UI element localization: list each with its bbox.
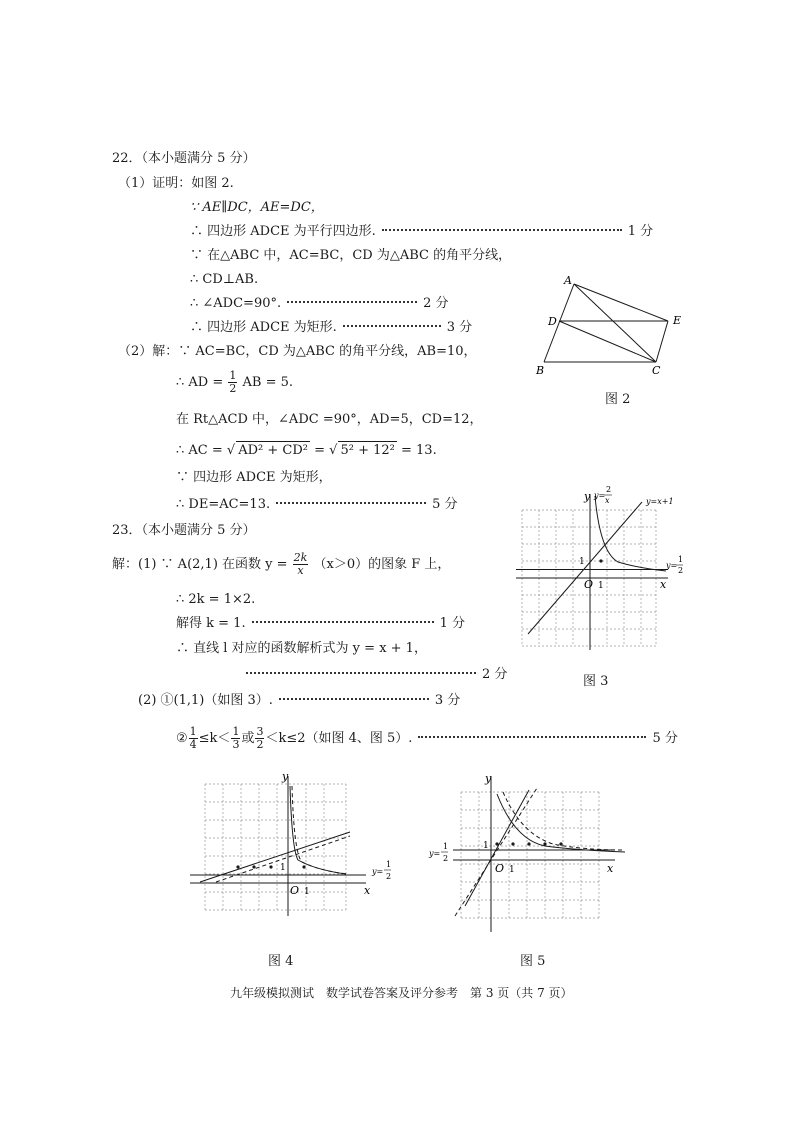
y-tick-1: 1 [483, 841, 489, 851]
q22-step11 [176, 496, 458, 514]
q23-step4-score-line [176, 666, 507, 684]
page-footer: 九年级模拟测试 数学试卷答案及评分参考 第 3 页（共 7 页） [230, 986, 573, 1000]
line-label: y=x+1 [646, 497, 674, 506]
dot-leader [246, 672, 476, 674]
figure-4-caption: 图 4 [268, 954, 294, 969]
frac-den: 4 [189, 738, 197, 751]
q22-part1-label: （1）证明：如图 2. [118, 176, 234, 191]
h-label-pre: y= [372, 867, 384, 876]
segment-AC [574, 284, 656, 362]
h-label-num: 1 [443, 842, 449, 851]
curve-solid [290, 786, 346, 874]
q22-step7 [176, 370, 293, 396]
dot-leader [252, 621, 434, 623]
q23-step6-mid2: 或 [241, 731, 255, 746]
frac-num: 1 [229, 369, 237, 382]
q22-step9-pre: ∴ AC = [176, 443, 223, 458]
q23-step4: ∴ 直线 l 对应的函数解析式为 y = x + 1， [176, 641, 427, 656]
q22-step5-text: ∴ ∠ADC=90°. [190, 296, 282, 311]
q23-step2: ∴ 2k = 1×2. [176, 592, 256, 607]
frac-num: 1 [189, 725, 197, 738]
q22-step8: 在 Rt△ACD 中，∠ADC =90°，AD=5，CD=12， [176, 412, 483, 427]
y-axis-label: y [485, 772, 492, 785]
q22-step3: ∵ 在△ABC 中，AC=BC，CD 为△ABC 的角平分线， [190, 248, 512, 263]
dot-leader [418, 736, 646, 738]
segment-DC [559, 321, 656, 362]
y-axis-label: y [584, 490, 591, 503]
point [302, 865, 305, 868]
q22-step6-score: 3 分 [446, 320, 473, 335]
q23-step3-text: 解得 k = 1. [176, 616, 246, 631]
frac-den: 2 [229, 382, 237, 395]
x-axis-label: x [364, 884, 371, 897]
line-solid [465, 790, 529, 906]
dot-leader [279, 698, 429, 700]
fraction [228, 370, 237, 395]
q22-step2 [190, 223, 653, 241]
h-label-num: 1 [678, 555, 684, 564]
origin-label: O [584, 578, 594, 591]
q22-step5 [190, 295, 449, 313]
q22-part2-label: （2）解：∵ AC=BC，CD 为△ABC 的角平分线，AB=10， [118, 344, 477, 359]
figure-2-caption: 图 2 [605, 392, 631, 407]
q22-title: 22．（本小题满分 5 分） [112, 151, 256, 166]
y-axis-label: y [282, 770, 289, 783]
x-tick-1: 1 [509, 865, 515, 875]
point [495, 842, 498, 845]
curve-y-2-over-x [595, 496, 666, 571]
q23-step1-pre: 解：(1) ∵ A(2,1) 在函数 y = [112, 557, 288, 572]
q23-step5 [138, 692, 460, 710]
label-C: C [652, 364, 661, 377]
q22-step9-post: = 13. [401, 443, 437, 458]
q23-step5-score: 3 分 [434, 693, 461, 708]
dot-leader [382, 229, 622, 231]
dot-leader [276, 502, 426, 504]
curve-label-pre: y= [594, 491, 606, 500]
q22-step2-text: ∴ 四边形 ADCE 为平行四边形. [190, 224, 376, 239]
frac-num: 2k [293, 551, 308, 564]
h-label-pre: y= [666, 561, 678, 570]
point [527, 842, 530, 845]
label-B: B [536, 364, 545, 377]
q22-step9: ∴ AC = √ AD² + CD² = √ 5² + 12² = 13. [176, 443, 437, 458]
q23-title: 23．（本小题满分 5 分） [112, 523, 256, 538]
point [252, 865, 255, 868]
q22-step7-post: AB = 5. [242, 375, 294, 390]
segment-AE [574, 284, 668, 321]
label-E: E [673, 314, 682, 327]
q22-step6 [190, 319, 472, 337]
q22-step6-text: ∴ 四边形 ADCE 为矩形. [190, 320, 337, 335]
figure-2-quadrilateral [530, 270, 690, 378]
x-axis-label: x [660, 578, 667, 591]
fraction [293, 552, 309, 577]
label-D: D [548, 315, 557, 328]
point [559, 842, 562, 845]
h-label-den: 2 [443, 854, 449, 863]
q23-step3 [176, 615, 465, 633]
line-y-x-plus-1 [528, 502, 642, 634]
q22-step2-score: 1 分 [627, 224, 654, 239]
segment-EC [656, 321, 668, 362]
q22-step4: ∴ CD⊥AB. [190, 272, 259, 287]
frac-den: 3 [232, 738, 240, 751]
line-dashed [455, 788, 537, 916]
figure-4-graph [186, 770, 406, 920]
curve-dashed [503, 792, 625, 850]
q22-step9-mid: = [314, 443, 326, 458]
dot-leader [287, 301, 417, 303]
point [269, 865, 272, 868]
point-1-1 [599, 559, 602, 562]
q23-step6-mid1: ≤k＜ [198, 731, 231, 746]
q22-step5-score: 2 分 [423, 296, 449, 311]
q23-step6-pre: ② [176, 731, 188, 746]
q23-step1 [112, 552, 450, 578]
point [543, 842, 546, 845]
fraction [255, 726, 264, 751]
label-A: A [564, 274, 572, 287]
q22-step11-text: ∴ DE=AC=13. [176, 497, 271, 512]
q22-step10: ∵ 四边形 ADCE 为矩形， [176, 470, 332, 485]
q23-step4-score: 2 分 [482, 667, 508, 682]
y-tick-1: 1 [280, 863, 286, 873]
point [511, 842, 514, 845]
sqrt-expr-1: AD² + CD² [238, 443, 308, 458]
figure-5-caption: 图 5 [520, 954, 546, 969]
y-tick-1: 1 [579, 557, 585, 567]
q23-step6-post: ＜k≤2（如图 4、图 5）. [265, 731, 413, 746]
q23-step3-score: 1 分 [439, 616, 465, 631]
figure-5-graph [425, 770, 625, 940]
x-tick-1: 1 [598, 581, 604, 591]
frac-den: 2 [256, 738, 264, 751]
q23-step5-text: (2) ①(1,1)（如图 3）. [138, 693, 273, 708]
h-label-num: 1 [386, 860, 392, 869]
h-label-den: 2 [678, 566, 684, 575]
q23-step1-post: （x＞0）的图象 F 上， [313, 557, 451, 572]
x-axis-label: x [607, 862, 614, 875]
q23-step6-score: 5 分 [652, 731, 678, 746]
fraction [231, 726, 240, 751]
frac-num: 1 [232, 725, 240, 738]
curve-label-den: x [605, 496, 610, 505]
x-tick-1: 1 [304, 887, 310, 897]
curve-label-num: 2 [606, 485, 612, 494]
origin-label: O [290, 884, 300, 897]
sqrt-expr-2: 5² + 12² [340, 443, 395, 458]
frac-den: x [297, 564, 304, 577]
figure-3-caption: 图 3 [583, 674, 609, 689]
q22-step11-score: 5 分 [432, 497, 458, 512]
fraction [189, 726, 198, 751]
h-label-den: 2 [386, 872, 392, 881]
h-label-pre: y= [429, 849, 441, 858]
q23-step6 [176, 726, 678, 752]
point [236, 865, 239, 868]
figure-3-graph [508, 482, 698, 652]
q22-step7-pre: ∴ AD = [176, 375, 224, 390]
frac-num: 3 [256, 725, 264, 738]
dot-leader [343, 325, 441, 327]
q22-step1: ∵ AE∥DC，AE=DC， [190, 200, 324, 215]
origin-label: O [495, 862, 505, 875]
